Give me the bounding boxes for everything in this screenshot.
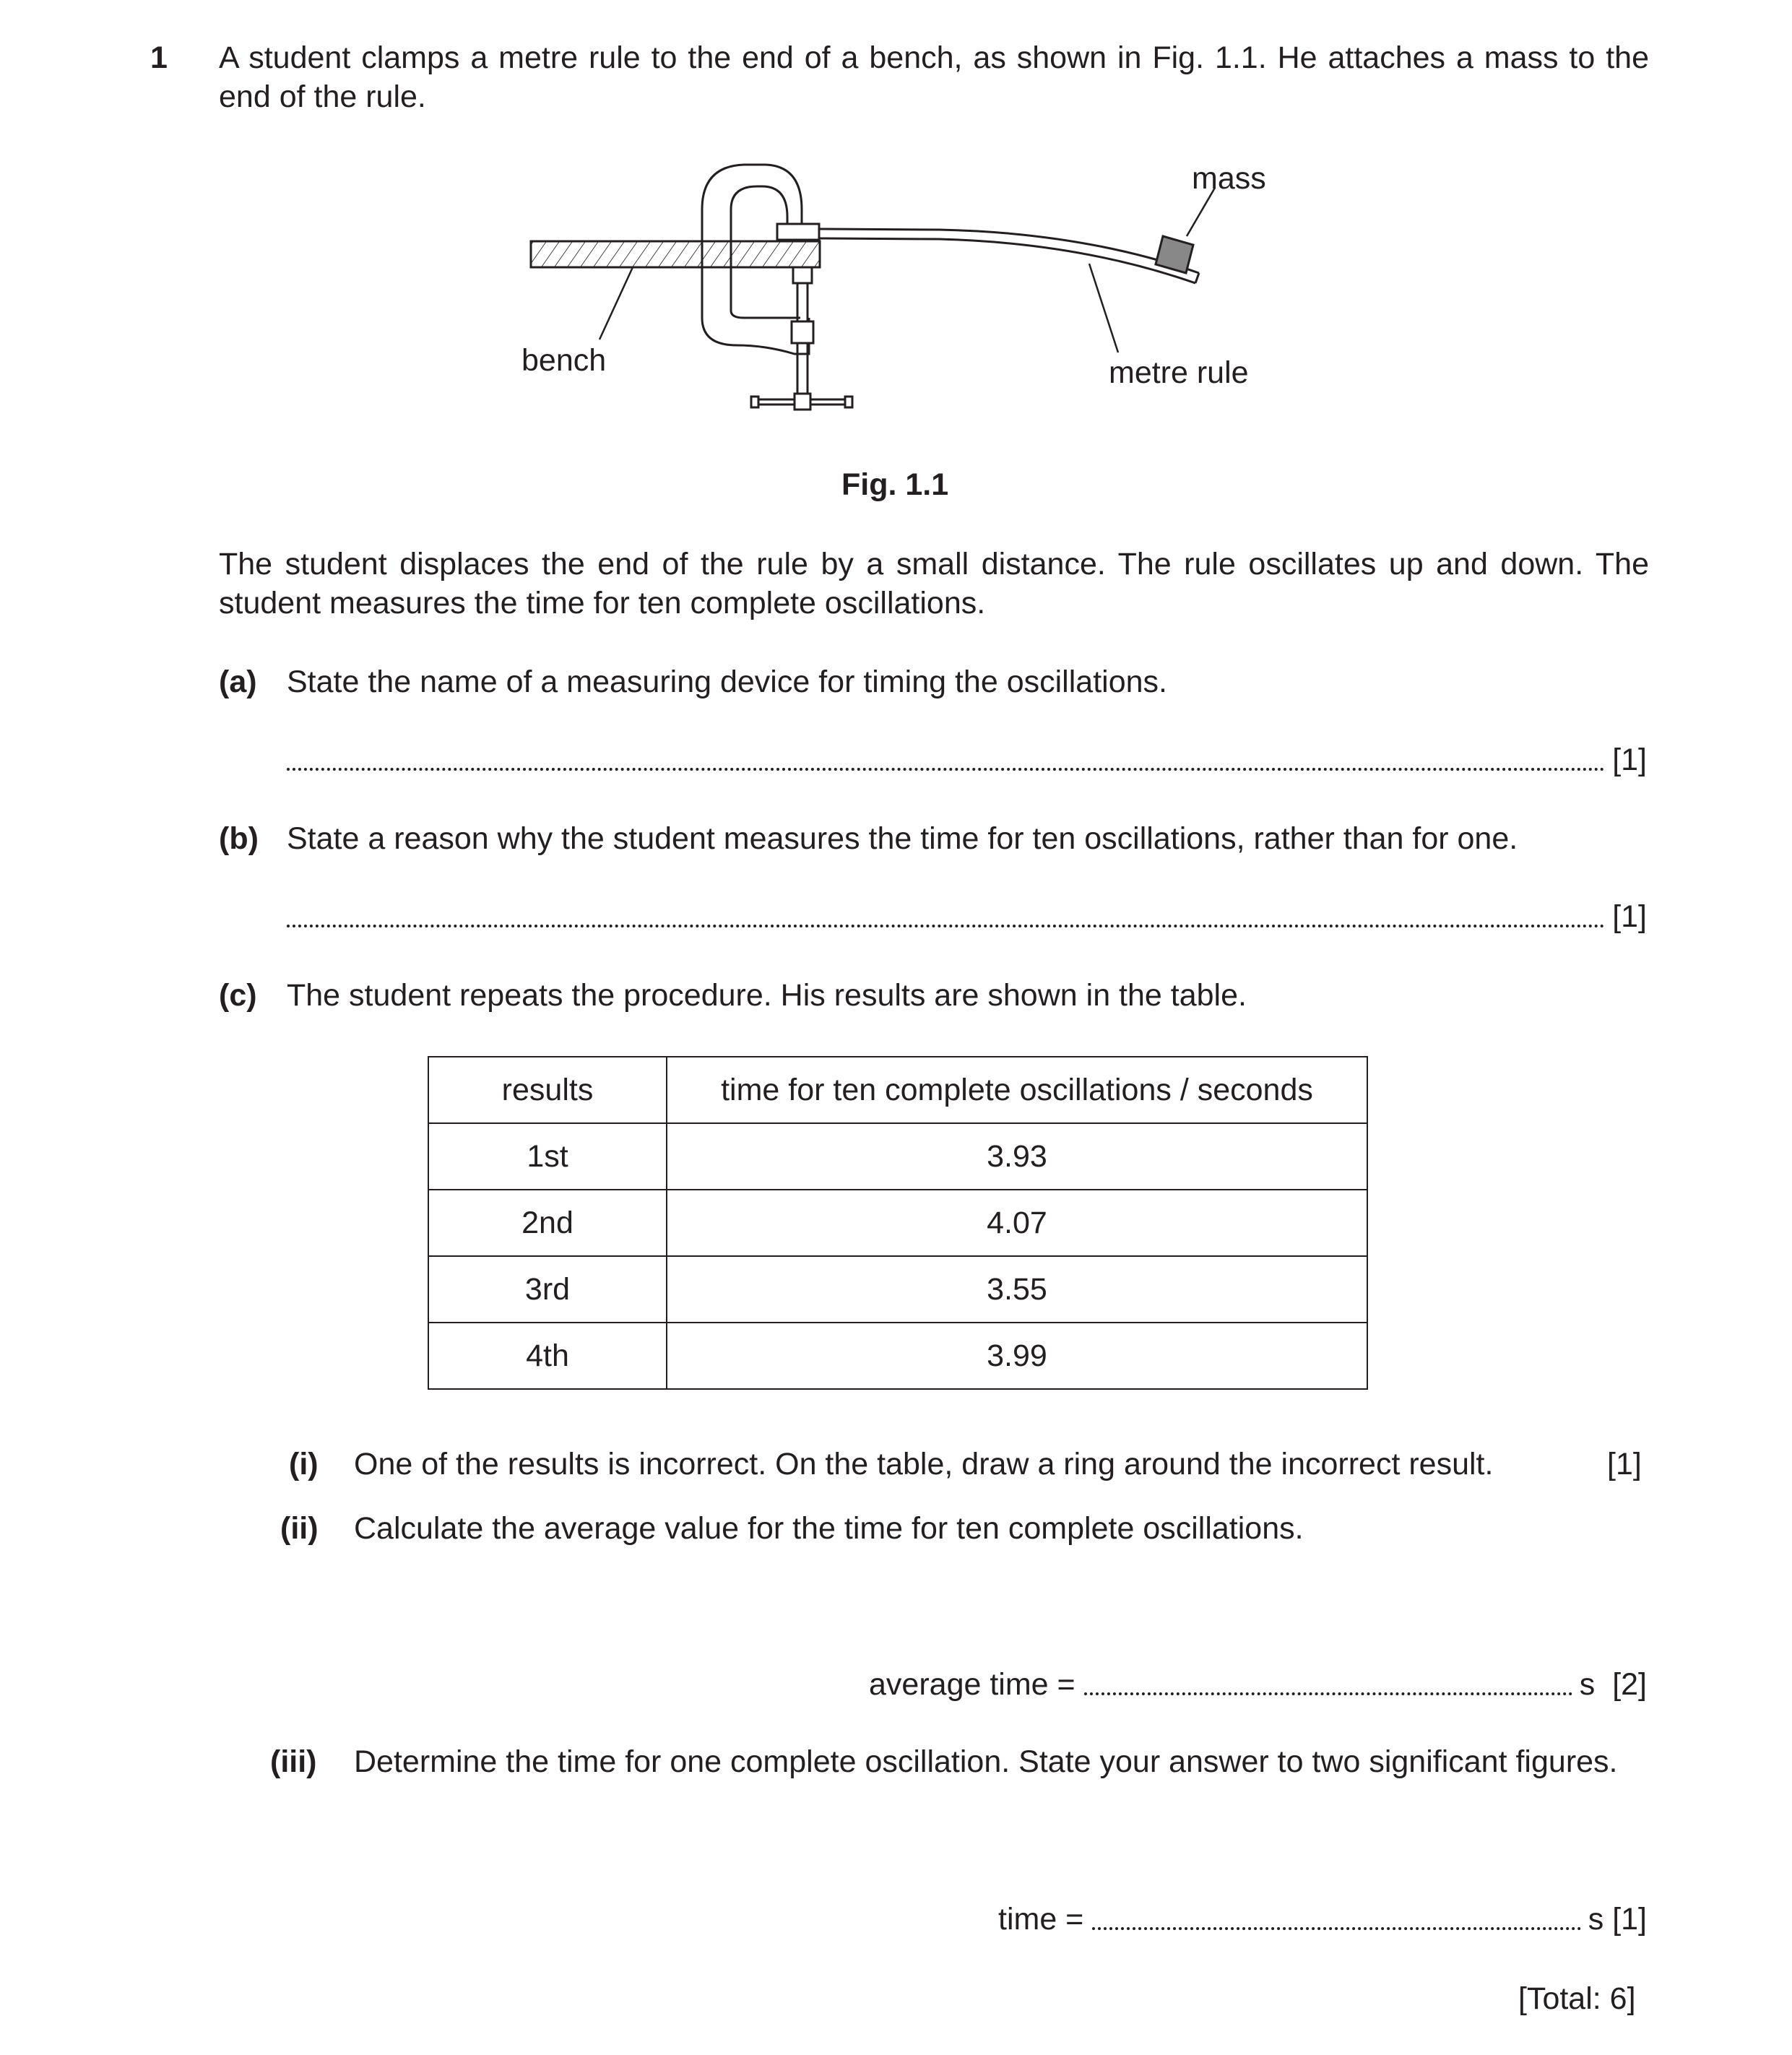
part-b-mark: [1] bbox=[1612, 899, 1647, 934]
figure-1-1 bbox=[0, 0, 1792, 448]
sub-iii-mark: [1] bbox=[1612, 1902, 1647, 1937]
sub-i-label: (i) bbox=[289, 1447, 319, 1481]
average-time-unit: s bbox=[1579, 1667, 1596, 1702]
average-time-prefix: average time = bbox=[869, 1667, 1075, 1702]
sub-ii-text: Calculate the average value for the time for ten complete oscillations. bbox=[354, 1511, 1304, 1546]
metre-rule-drawing bbox=[820, 229, 1199, 283]
table-row bbox=[428, 1323, 1367, 1389]
average-time-answer-line[interactable] bbox=[869, 1665, 1647, 1704]
leader-lines bbox=[600, 188, 1215, 352]
result-value[interactable]: 3.93 bbox=[667, 1123, 1367, 1190]
total-marks: [Total: 6] bbox=[1518, 1981, 1636, 2016]
table-header: time for ten complete oscillations / seconds bbox=[667, 1057, 1367, 1123]
table-row bbox=[428, 1123, 1367, 1190]
question-number: 1 bbox=[150, 40, 168, 75]
result-label: 2nd bbox=[428, 1190, 667, 1256]
result-value[interactable]: 3.55 bbox=[667, 1256, 1367, 1323]
part-b-text: State a reason why the student measures the time for ten oscillations, rather than for one. bbox=[287, 821, 1518, 856]
mass-drawing bbox=[1156, 236, 1193, 273]
description-text: The student displaces the end of the rule by a small distance. The rule oscillates up and down. The student measures the time for ten complete oscillations. bbox=[219, 547, 1649, 620]
part-b-label: (b) bbox=[219, 821, 259, 856]
sub-iii-text: Determine the time for one complete oscillation. State your answer to two significant figures. bbox=[354, 1744, 1618, 1779]
answer-dots bbox=[287, 767, 1605, 771]
sub-ii-mark: [2] bbox=[1612, 1667, 1647, 1702]
mass-label: mass bbox=[1192, 161, 1266, 196]
part-a-answer-line[interactable] bbox=[287, 740, 1647, 779]
time-prefix: time = bbox=[998, 1902, 1084, 1937]
metre-rule-label: metre rule bbox=[1109, 355, 1249, 390]
table-row bbox=[428, 1256, 1367, 1323]
part-c-text: The student repeats the procedure. His results are shown in the table. bbox=[287, 978, 1247, 1013]
answer-dots bbox=[1092, 1926, 1580, 1930]
part-a-mark: [1] bbox=[1612, 743, 1647, 777]
time-unit: s bbox=[1588, 1902, 1604, 1937]
table-header-row bbox=[428, 1057, 1367, 1123]
question-intro: A student clamps a metre rule to the end of a bench, as shown in Fig. 1.1. He attaches a mass to the end of the rule. bbox=[219, 40, 1649, 114]
result-label: 4th bbox=[428, 1323, 667, 1389]
clamp-drawing bbox=[702, 165, 852, 410]
sub-i-mark: [1] bbox=[1607, 1447, 1642, 1481]
figure-caption: Fig. 1.1 bbox=[841, 467, 949, 502]
part-b-answer-line[interactable] bbox=[287, 897, 1647, 936]
result-label: 1st bbox=[428, 1123, 667, 1190]
result-value[interactable]: 4.07 bbox=[667, 1190, 1367, 1256]
time-answer-line[interactable] bbox=[998, 1900, 1647, 1939]
part-a-label: (a) bbox=[219, 665, 257, 699]
sub-ii-label: (ii) bbox=[280, 1511, 319, 1546]
part-a-text: State the name of a measuring device for timing the oscillations. bbox=[287, 665, 1167, 699]
part-c-label: (c) bbox=[219, 978, 257, 1013]
answer-dots bbox=[1084, 1692, 1572, 1695]
answer-dots bbox=[287, 924, 1605, 927]
result-label: 3rd bbox=[428, 1256, 667, 1323]
bench-label: bench bbox=[521, 343, 607, 378]
table-header: results bbox=[428, 1057, 667, 1123]
bench-drawing bbox=[531, 241, 820, 267]
sub-i-text: One of the results is incorrect. On the table, draw a ring around the incorrect result. bbox=[354, 1447, 1494, 1481]
result-value[interactable]: 3.99 bbox=[667, 1323, 1367, 1389]
table-row bbox=[428, 1190, 1367, 1256]
results-table bbox=[428, 1056, 1368, 1390]
sub-iii-label: (iii) bbox=[270, 1744, 317, 1779]
